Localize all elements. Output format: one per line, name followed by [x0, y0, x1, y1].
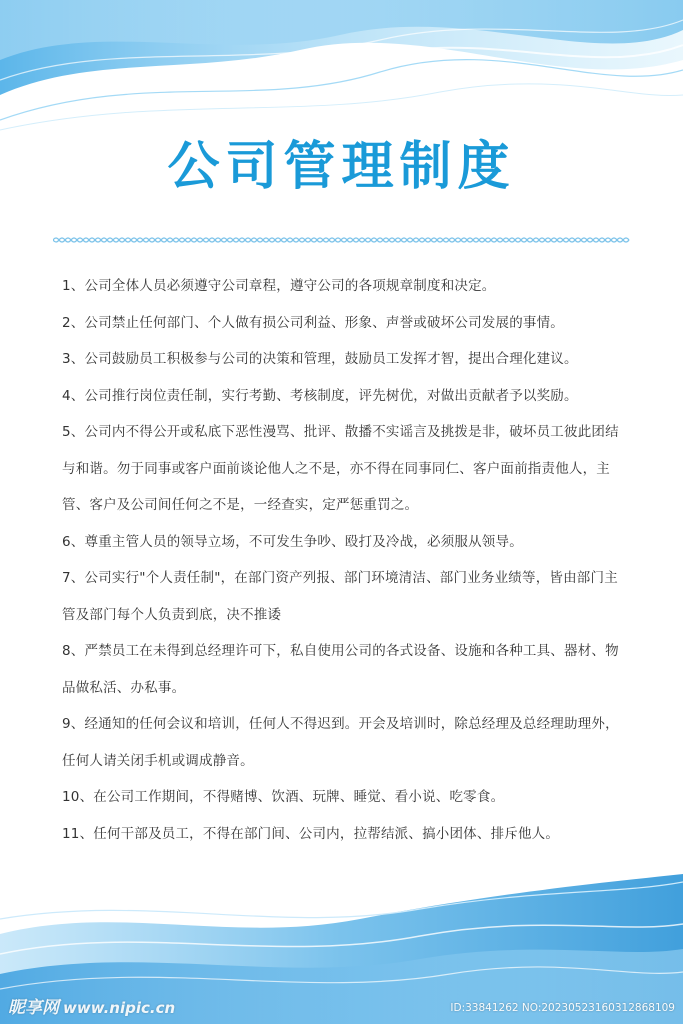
rule-item: 10、在公司工作期间，不得赌博、饮酒、玩牌、睡觉、看小说、吃零食。: [62, 789, 505, 805]
rule-item: 2、公司禁止任何部门、个人做有损公司利益、形象、声誉或破坏公司发展的事情。: [62, 314, 564, 331]
watermark-id: ID:33841262 NO:20230523160312868109: [450, 1002, 675, 1014]
rule-item: 6、尊重主管人员的领导立场，不可发生争吵、殴打及冷战，必须服从领导。: [62, 533, 523, 550]
top-wave-decoration: [0, 0, 683, 140]
rules-list: [62, 268, 630, 852]
title-divider: [53, 236, 630, 244]
rule-item: 11、任何干部及员工，不得在部门间、公司内，拉帮结派、搞小团体、排斥他人。: [62, 825, 560, 842]
rule-item: 7、公司实行"个人责任制"，在部门资产列报、部门环境清洁、部门业务业绩等，皆由部门主管及部门每个人负责到底，决不推诿: [62, 570, 618, 623]
rule-item: 1、公司全体人员必须遵守公司章程，遵守公司的各项规章制度和决定。: [62, 278, 496, 294]
rule-item: 5、公司内不得公开或私底下恶性漫骂、批评、散播不实谣言及挑拨是非，破坏员工彼此团结与和谐。勿于同事或客户面前谈论他人之不是，亦不得在同事同仁、客户面前指责他人，主管、客户及公司间任何之不是，一经查实，定严惩重罚之。: [62, 424, 619, 513]
watermark-logo: [8, 993, 175, 1018]
watermark-logo-text: 昵享网: [8, 998, 59, 1018]
page-title: 公司管理制度: [167, 136, 516, 197]
rule-item: 3、公司鼓励员工积极参与公司的决策和管理，鼓励员工发挥才智，提出合理化建议。: [62, 351, 578, 367]
watermark-url: www.nipic.cn: [63, 999, 176, 1017]
rule-item: 9、经通知的任何会议和培训，任何人不得迟到。开会及培训时，除总经理及总经理助理外，任何人请关闭手机或调成静音。: [62, 716, 619, 769]
rule-item: 8、严禁员工在未得到总经理许可下，私自使用公司的各式设备、设施和各种工具、器材、物品做私活、办私事。: [62, 643, 619, 696]
rule-item: 4、公司推行岗位责任制，实行考勤、考核制度，评先树优，对做出贡献者予以奖励。: [62, 387, 578, 404]
